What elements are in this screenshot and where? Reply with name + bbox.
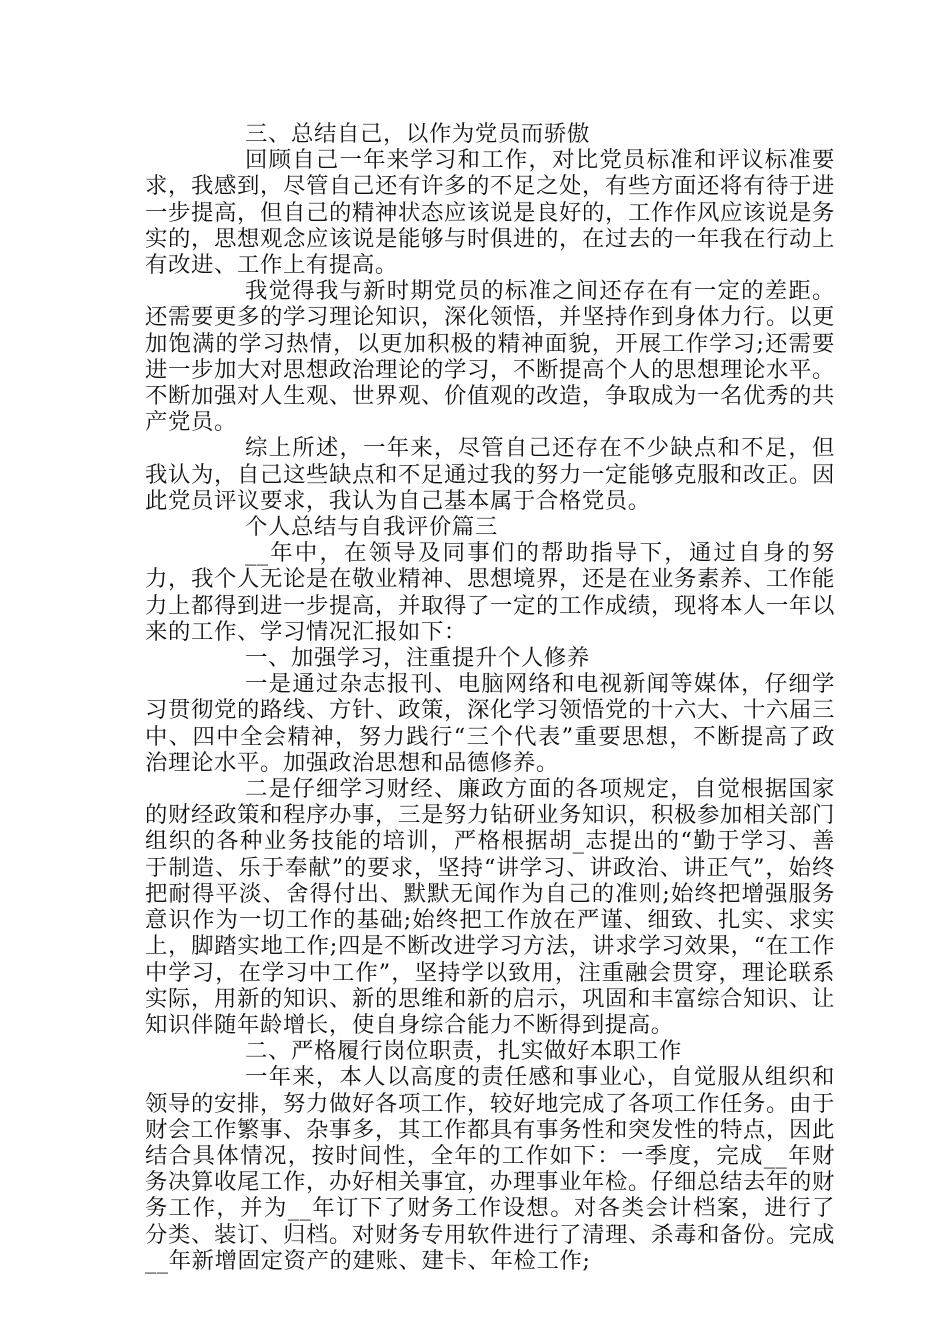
body-paragraph: __年中，在领导及同事们的帮助指导下，通过自身的努力，我个人无论是在敬业精神、思想境界，还是在业务素养、工作能力上都得到进一步提高，并取得了一定的工作成绩，现将本人一年以来的工作、学习情况汇报如下：: [145, 540, 835, 645]
body-paragraph: 综上所述，一年来，尽管自己还存在不少缺点和不足，但我认为，自己这些缺点和不足通过我的努力一定能够克服和改正。因此党员评议要求，我认为自己基本属于合格党员。: [145, 435, 835, 514]
body-paragraph: 我觉得我与新时期党员的标准之间还存在有一定的差距。还需要更多的学习理论知识，深化领悟，并坚持作到身体力行。以更加饱满的学习热情，以更加积极的精神面貌，开展工作学习;还需要进一步加大对思想政治理论的学习，不断提高个人的思想理论水平。不断加强对人生观、世界观、价值观的改造，争取成为一名优秀的共产党员。: [145, 278, 835, 436]
section-heading: 三、总结自己，以作为党员而骄傲: [245, 121, 590, 147]
section-heading: 一、加强学习，注重提升个人修养: [245, 645, 590, 672]
body-paragraph: 一是通过杂志报刊、电脑网络和电视新闻等媒体，仔细学习贯彻党的路线、方针、政策，深化学习领悟党的十六大、十六届三中、四中全会精神，努力践行“三个代表”重要思想，不断提高了政治理论水平。加强政治思想和品德修养。: [145, 671, 835, 776]
article-title: 个人总结与自我评价篇三: [245, 514, 498, 541]
section-heading: 二、严格履行岗位职责，扎实做好本职工作: [245, 1038, 682, 1065]
body-paragraph: 二是仔细学习财经、廉政方面的各项规定，自觉根据国家的财经政策和程序办事，三是努力钻研业务知识，积极参加相关部门组织的各种业务技能的培训，严格根据胡_志提出的“勤于学习、善于制造、乐于奉献”的要求，坚持“讲学习、讲政治、讲正气”，始终把耐得平淡、舍得付出、默默无闻作为自己的准则;始终把增强服务意识作为一切工作的基础;始终把工作放在严谨、细致、扎实、求实上，脚踏实地工作;四是不断改进学习方法，讲求学习效果，“在工作中学习，在学习中工作”，坚持学以致用，注重融会贯穿，理论联系实际，用新的知识、新的思维和新的启示，巩固和丰富综合知识、让知识伴随年龄增长，使自身综合能力不断得到提高。: [145, 776, 835, 1038]
body-paragraph: 一年来，本人以高度的责任感和事业心，自觉服从组织和领导的安排，努力做好各项工作，较好地完成了各项工作任务。由于财会工作繁事、杂事多，其工作都具有事务性和突发性的特点，因此结合具体情况，按时间性，全年的工作如下：一季度，完成__年财务决算收尾工作，办好相关事宜，办理事业年检。仔细总结去年的财务工作，并为__年订下了财务工作设想。对各类会计档案，进行了分类、装订、归档。对财务专用软件进行了清理、杀毒和备份。完成__年新增固定资产的建账、建卡、年检工作;: [145, 1064, 835, 1274]
body-paragraph: 回顾自己一年来学习和工作，对比党员标准和评议标准要求，我感到，尽管自己还有许多的不足之处，有些方面还将有待于进一步提高，但自己的精神状态应该说是良好的，工作作风应该说是务实的，思想观念应该说是能够与时俱进的，在过去的一年我在行动上有改进、工作上有提高。: [145, 147, 835, 279]
document-body: [145, 121, 835, 1274]
